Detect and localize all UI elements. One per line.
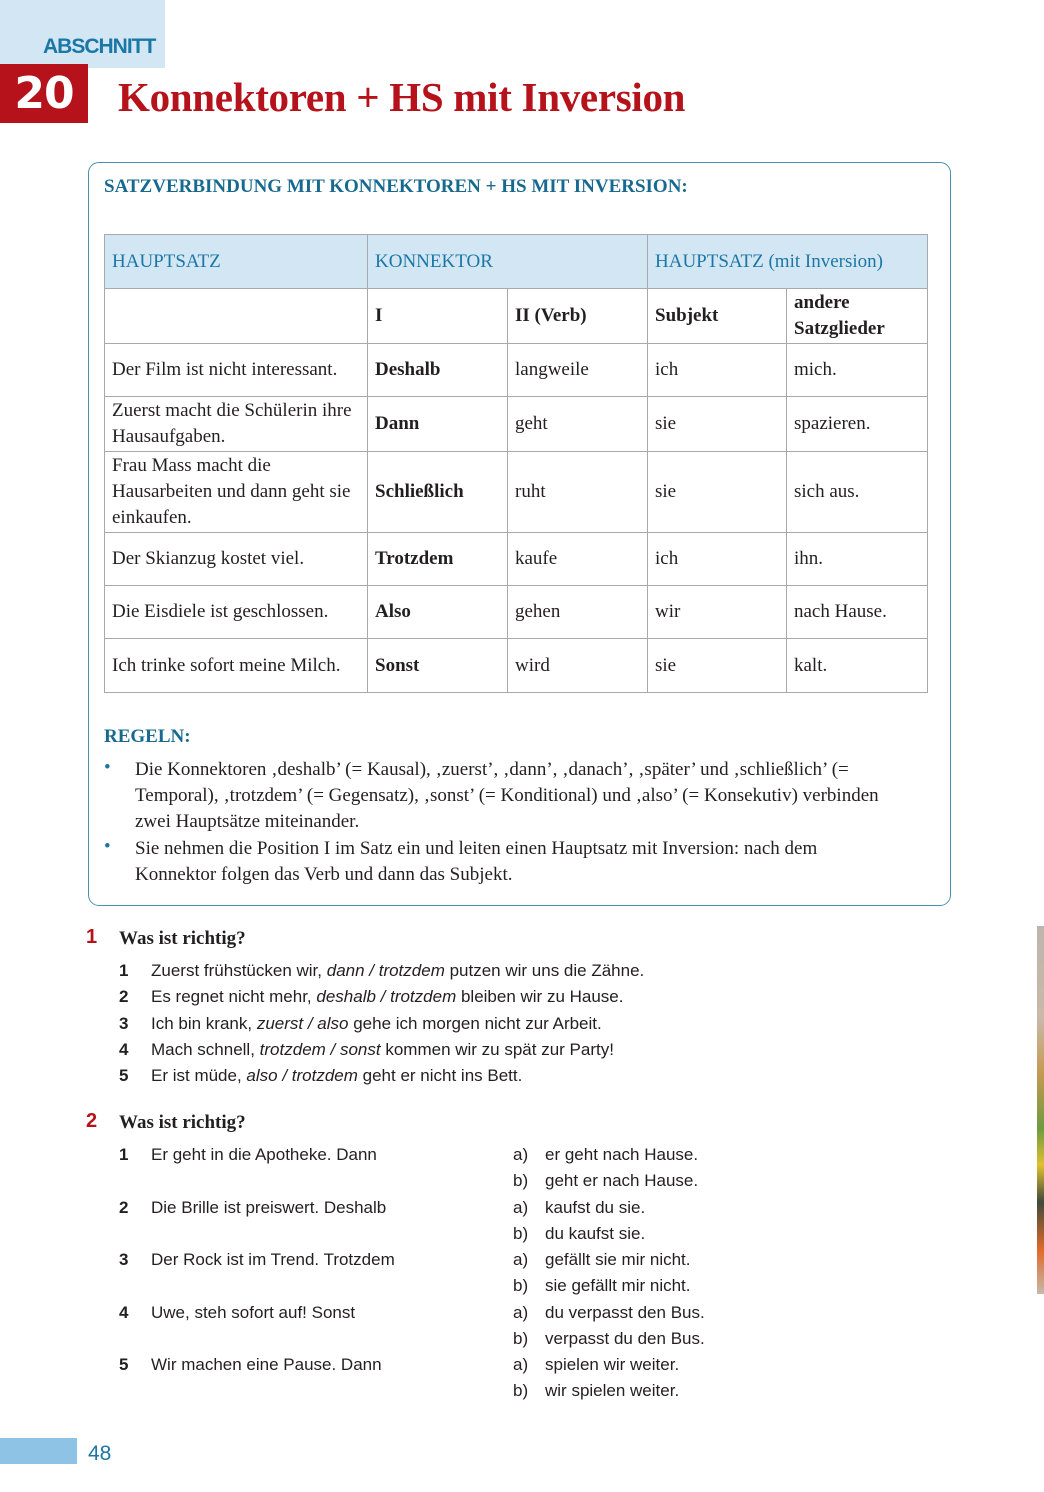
item-number-wrap — [119, 1303, 128, 1323]
cell: kalt. — [787, 639, 928, 693]
cell: mich. — [787, 344, 928, 397]
item-number: 4 — [119, 1302, 129, 1322]
cell: wir — [648, 586, 787, 639]
item-text: Mach schnell, — [151, 1039, 260, 1059]
rule-text: Die Konnektoren ‚deshalb’ (= Kausal), ‚zuerst’, ‚dann’, ‚danach’, ‚später’ und ‚schließlich’ (= Temporal), ‚trotzdem’ (= Gegensatz), ‚sonst’ (= Konditional) und ‚also’ (= Konsekutiv) verbinden zwei Hauptsätze miteinander. — [135, 759, 879, 832]
subheader: Subjekt — [648, 289, 787, 344]
page-title: Konnektoren + HS mit Inversion — [118, 74, 686, 120]
item-number-wrap — [119, 987, 128, 1007]
option-label: a) — [513, 1145, 529, 1164]
option-label: a) — [513, 1250, 529, 1269]
option-a — [545, 1250, 691, 1270]
table-row — [105, 533, 928, 586]
option-b — [545, 1224, 645, 1244]
cell: Ich trinke sofort meine Milch. — [105, 639, 368, 693]
exercise-item — [151, 1250, 395, 1270]
cell: sich aus. — [787, 452, 928, 533]
item-text: Er ist müde, — [151, 1066, 247, 1086]
grammar-box-title: SATZVERBINDUNG MIT KONNEKTOREN + HS MIT INVERSION: — [104, 176, 688, 197]
exercise-item — [151, 1355, 382, 1375]
cell: Der Film ist nicht interessant. — [105, 344, 368, 397]
option-b-label — [513, 1381, 528, 1401]
item-text: geht er nicht ins Bett. — [357, 1066, 523, 1086]
option-label: a) — [513, 1197, 529, 1217]
item-text: Der Rock ist im Trend. Trotzdem — [151, 1250, 395, 1269]
item-number: 5 — [119, 1355, 129, 1374]
bullet-icon: • — [104, 757, 111, 778]
item-number-wrap — [119, 1145, 128, 1165]
exercise-item — [151, 1014, 602, 1034]
item-options: deshalb / trotzdem — [316, 987, 457, 1007]
item-options: also / trotzdem — [246, 1066, 358, 1086]
option-b-text[interactable]: geht er nach Hause. — [545, 1171, 699, 1190]
item-text: bleiben wir zu Hause. — [456, 987, 624, 1007]
option-a — [545, 1145, 698, 1165]
item-number-wrap — [119, 1355, 128, 1375]
exercise-heading: Was ist richtig? — [119, 1112, 246, 1133]
option-b — [545, 1276, 691, 1296]
cell: Also — [368, 586, 508, 639]
page-number: 48 — [88, 1442, 112, 1465]
item-number: 3 — [119, 1013, 129, 1033]
rules-title: REGELN: — [104, 726, 191, 747]
exercise-item — [151, 961, 644, 981]
item-number: 2 — [119, 1197, 129, 1217]
option-a-text[interactable]: spielen wir weiter. — [545, 1355, 680, 1374]
subheader — [105, 289, 368, 344]
page-number-bar — [0, 1438, 77, 1464]
item-number-wrap — [119, 1014, 128, 1034]
item-number-wrap — [119, 961, 128, 981]
subheader: II (Verb) — [508, 289, 648, 344]
item-text: kommen wir zu spät zur Party! — [380, 1039, 614, 1059]
exercise-heading: Was ist richtig? — [119, 928, 246, 949]
cell: Zuerst macht die Schülerin ihre Hausaufgaben. — [105, 397, 368, 452]
cell: spazieren. — [787, 397, 928, 452]
option-b-text[interactable]: du kaufst sie. — [545, 1223, 646, 1243]
exercise-item — [151, 1198, 386, 1218]
item-text: Die Brille ist preiswert. Deshalb — [151, 1197, 387, 1217]
cell: wird — [508, 639, 648, 693]
item-number-wrap — [119, 1066, 128, 1086]
option-b — [545, 1171, 698, 1191]
option-b — [545, 1329, 705, 1349]
item-number-wrap — [119, 1250, 128, 1270]
subheader: andere Satzglieder — [787, 289, 928, 344]
option-a-text[interactable]: kaufst du sie. — [545, 1197, 646, 1217]
cell: Trotzdem — [368, 533, 508, 586]
table-row — [105, 639, 928, 693]
item-text: gehe ich morgen nicht zur Arbeit. — [348, 1013, 602, 1033]
option-a — [545, 1198, 645, 1218]
cell: Die Eisdiele ist geschlossen. — [105, 586, 368, 639]
option-label: b) — [513, 1328, 529, 1348]
cell: geht — [508, 397, 648, 452]
option-a-text[interactable]: du verpasst den Bus. — [545, 1302, 705, 1322]
cell: sie — [648, 639, 787, 693]
header-konnektor: KONNEKTOR — [368, 235, 648, 289]
item-number-wrap — [119, 1198, 128, 1218]
rule-text: Sie nehmen die Position I im Satz ein und leiten einen Hauptsatz mit Inversion: nach dem Konnektor folgen das Verb und dann das Subjekt. — [135, 838, 818, 885]
option-label: b) — [513, 1171, 529, 1190]
option-a — [545, 1355, 679, 1375]
item-number-wrap — [119, 1040, 128, 1060]
exercise-item — [151, 1303, 355, 1323]
exercise-item — [151, 1145, 377, 1165]
option-label: a) — [513, 1355, 529, 1374]
item-number: 1 — [119, 1145, 129, 1164]
item-text: Wir machen eine Pause. Dann — [151, 1355, 382, 1374]
cell: ruht — [508, 452, 648, 533]
table-subheader-row — [105, 289, 928, 344]
item-text: Zuerst frühstücken wir, — [151, 961, 327, 980]
cell: Schließlich — [368, 452, 508, 533]
item-number: 3 — [119, 1250, 129, 1269]
cell: ich — [648, 533, 787, 586]
grammar-table — [104, 234, 928, 693]
exercise-item — [151, 1066, 522, 1086]
cell: kaufe — [508, 533, 648, 586]
cell: Dann — [368, 397, 508, 452]
exercise-number: 2 — [86, 1110, 98, 1132]
option-b-label — [513, 1224, 528, 1244]
item-text: Ich bin krank, — [151, 1013, 257, 1033]
cell: nach Hause. — [787, 586, 928, 639]
option-a-text[interactable]: er geht nach Hause. — [545, 1145, 699, 1164]
option-label: b) — [513, 1381, 529, 1400]
option-a-label — [513, 1355, 528, 1375]
exercise-number: 1 — [86, 926, 98, 948]
option-b-label — [513, 1276, 528, 1296]
option-a — [545, 1303, 705, 1323]
option-label: b) — [513, 1223, 529, 1243]
cell: ich — [648, 344, 787, 397]
subheader: I — [368, 289, 508, 344]
option-a-text[interactable]: gefällt sie mir nicht. — [545, 1250, 691, 1269]
item-options: dann / trotzdem — [326, 961, 445, 980]
table-row — [105, 344, 928, 397]
header-hauptsatz-inversion: HAUPTSATZ (mit Inversion) — [648, 235, 928, 289]
option-b-label — [513, 1171, 528, 1191]
option-b-text[interactable]: verpasst du den Bus. — [545, 1328, 705, 1348]
cell: sie — [648, 397, 787, 452]
option-b-label — [513, 1329, 528, 1349]
cell: langweile — [508, 344, 648, 397]
cell: Frau Mass macht die Hausarbeiten und dann geht sie einkaufen. — [105, 452, 368, 533]
option-a-label — [513, 1250, 528, 1270]
cell: sie — [648, 452, 787, 533]
item-text: Uwe, steh sofort auf! Sonst — [151, 1302, 356, 1322]
table-row — [105, 586, 928, 639]
item-number: 4 — [119, 1039, 129, 1059]
cell: Sonst — [368, 639, 508, 693]
header-hauptsatz: HAUPTSATZ — [105, 235, 368, 289]
exercise-item — [151, 987, 624, 1007]
option-a-label — [513, 1145, 528, 1165]
option-b — [545, 1381, 679, 1401]
bullet-icon: • — [104, 836, 111, 857]
table-row — [105, 397, 928, 452]
section-label: ABSCHNITT — [43, 35, 156, 58]
option-b-text[interactable]: sie gefällt mir nicht. — [545, 1276, 691, 1295]
item-options: zuerst / also — [256, 1013, 349, 1033]
exercise-item — [151, 1040, 614, 1060]
option-label: a) — [513, 1302, 529, 1322]
option-a-label — [513, 1303, 528, 1323]
item-text: Er geht in die Apotheke. Dann — [151, 1145, 377, 1164]
option-a-label — [513, 1198, 528, 1218]
cell: gehen — [508, 586, 648, 639]
item-text: putzen wir uns die Zähne. — [444, 961, 645, 980]
item-options: trotzdem / sonst — [259, 1039, 381, 1059]
photo-strip — [1037, 926, 1044, 1294]
cell: Deshalb — [368, 344, 508, 397]
item-number: 5 — [119, 1066, 129, 1086]
option-label: b) — [513, 1276, 529, 1295]
section-number: 20 — [0, 64, 88, 123]
cell: ihn. — [787, 533, 928, 586]
item-number: 1 — [119, 961, 129, 980]
item-number: 2 — [119, 987, 129, 1007]
table-row — [105, 452, 928, 533]
option-b-text[interactable]: wir spielen weiter. — [545, 1381, 680, 1400]
cell: Der Skianzug kostet viel. — [105, 533, 368, 586]
item-text: Es regnet nicht mehr, — [151, 987, 317, 1007]
table-header-row — [105, 235, 928, 289]
